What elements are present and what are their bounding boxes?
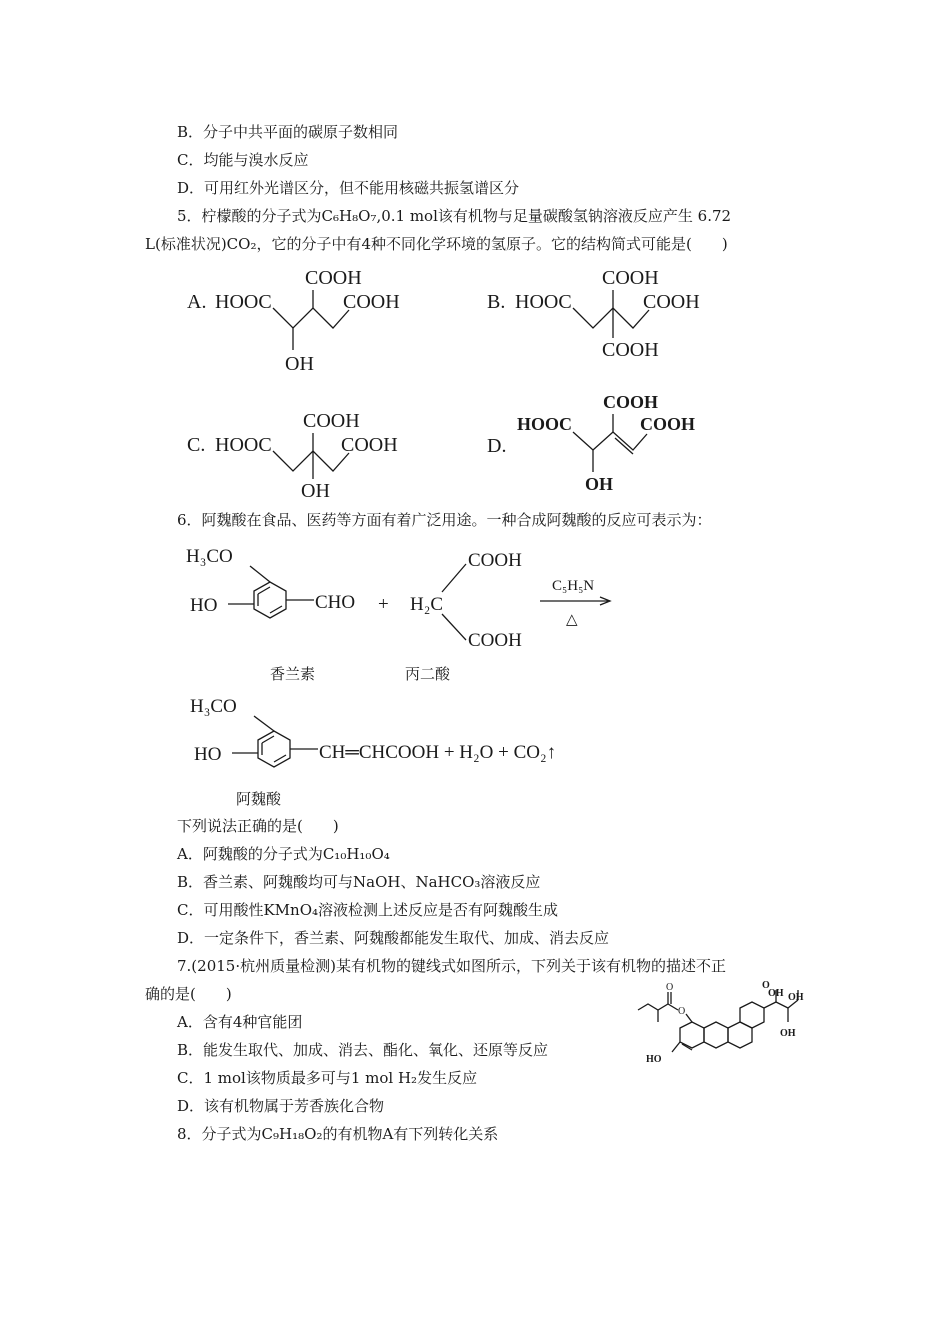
svg-text:H₃CO: H₃CO	[186, 546, 233, 567]
q6-reaction-reactants	[180, 538, 640, 658]
q8-stem: 8．分子式为C₉H₁₈O₂的有机物A有下列转化关系	[177, 1125, 499, 1143]
svg-text:HO: HO	[194, 744, 222, 765]
q7-option-b: B．能发生取代、加成、消去、酯化、氧化、还原等反应	[177, 1041, 549, 1059]
q7-option-a: A．含有4种官能团	[177, 1013, 303, 1031]
svg-text:HOOC: HOOC	[215, 291, 272, 313]
svg-text:CH═CHCOOH + H₂O + CO₂↑: CH═CHCOOH + H₂O + CO₂↑	[319, 742, 557, 763]
svg-text:H₂C: H₂C	[410, 594, 444, 615]
q7-option-d: D．该有机物属于芳香族化合物	[177, 1097, 385, 1115]
svg-text:OH: OH	[788, 992, 804, 1003]
q6-option-d: D．一定条件下，香兰素、阿魏酸都能发生取代、加成、消去反应	[177, 929, 610, 947]
svg-text:O: O	[678, 1006, 686, 1017]
svg-text:C.: C.	[187, 434, 206, 456]
label-ferulic-acid: 阿魏酸	[236, 790, 282, 808]
svg-text:HO: HO	[190, 595, 218, 616]
svg-text:CHO: CHO	[315, 592, 356, 613]
svg-text:HOOC: HOOC	[215, 434, 272, 456]
q7-skeletal-structure	[630, 978, 810, 1070]
svg-text:COOH: COOH	[468, 630, 522, 651]
q5-structure-a	[185, 262, 425, 380]
q7-stem-line1: 7.(2015·杭州质量检测)某有机物的键线式如图所示，下列关于该有机物的描述不正	[177, 957, 726, 975]
svg-text:COOH: COOH	[305, 267, 362, 289]
svg-text:OH: OH	[780, 1028, 796, 1039]
q6-question: 下列说法正确的是( )	[177, 817, 339, 835]
svg-text:+: +	[378, 594, 389, 615]
svg-text:OH: OH	[301, 480, 330, 502]
svg-text:COOH: COOH	[341, 434, 398, 456]
svg-text:OH: OH	[285, 353, 314, 375]
svg-text:HO: HO	[646, 1054, 662, 1065]
svg-text:COOH: COOH	[603, 392, 659, 412]
q4-option-c: C．均能与溴水反应	[177, 151, 309, 169]
q6-option-c: C．可用酸性KMnO₄溶液检测上述反应是否有阿魏酸生成	[177, 901, 559, 919]
q6-option-b: B．香兰素、阿魏酸均可与NaOH、NaHCO₃溶液反应	[177, 873, 541, 891]
q7-stem-line2: 确的是( )	[145, 985, 232, 1003]
svg-text:B.: B.	[487, 291, 506, 313]
q5-structure-d	[485, 388, 725, 496]
q6-option-a: A．阿魏酸的分子式为C₁₀H₁₀O₄	[177, 845, 390, 863]
svg-text:C₅H₅N: C₅H₅N	[552, 578, 595, 594]
q7-option-c: C．1 mol该物质最多可与1 mol H₂发生反应	[177, 1069, 478, 1087]
label-vanillin: 香兰素	[270, 665, 316, 683]
q4-option-b: B．分子中共平面的碳原子数相同	[177, 123, 399, 141]
svg-text:COOH: COOH	[640, 414, 696, 434]
svg-text:COOH: COOH	[343, 291, 400, 313]
svg-text:A.: A.	[187, 291, 207, 313]
svg-text:O: O	[762, 980, 770, 991]
svg-text:COOH: COOH	[602, 267, 659, 289]
svg-text:H₃CO: H₃CO	[190, 696, 237, 717]
svg-text:COOH: COOH	[303, 410, 360, 432]
svg-text:△: △	[566, 612, 578, 628]
svg-text:COOH: COOH	[643, 291, 700, 313]
label-malonic-acid: 丙二酸	[405, 665, 451, 683]
q6-stem: 6．阿魏酸在食品、医药等方面有着广泛用途。一种合成阿魏酸的反应可表示为：	[177, 511, 712, 529]
svg-text:OH: OH	[768, 988, 784, 999]
q5-stem-line2: L(标准状况)CO₂，它的分子中有4种不同化学环境的氢原子。它的结构简式可能是( )	[145, 235, 728, 253]
svg-text:COOH: COOH	[602, 339, 659, 361]
q5-structure-b	[485, 262, 725, 367]
svg-text:O: O	[666, 982, 674, 993]
q6-reaction-product	[180, 688, 640, 778]
svg-text:HOOC: HOOC	[517, 414, 573, 434]
svg-text:COOH: COOH	[468, 550, 522, 571]
svg-text:OH: OH	[585, 474, 614, 494]
svg-text:D.: D.	[487, 435, 507, 457]
q5-stem-line1: 5．柠檬酸的分子式为C₆H₈O₇,0.1 mol该有机物与足量碳酸氢钠溶液反应产生 6.72	[177, 207, 732, 225]
svg-text:HOOC: HOOC	[515, 291, 572, 313]
q5-structure-c	[185, 405, 425, 505]
q4-option-d: D．可用红外光谱区分，但不能用核磁共振氢谱区分	[177, 179, 520, 197]
